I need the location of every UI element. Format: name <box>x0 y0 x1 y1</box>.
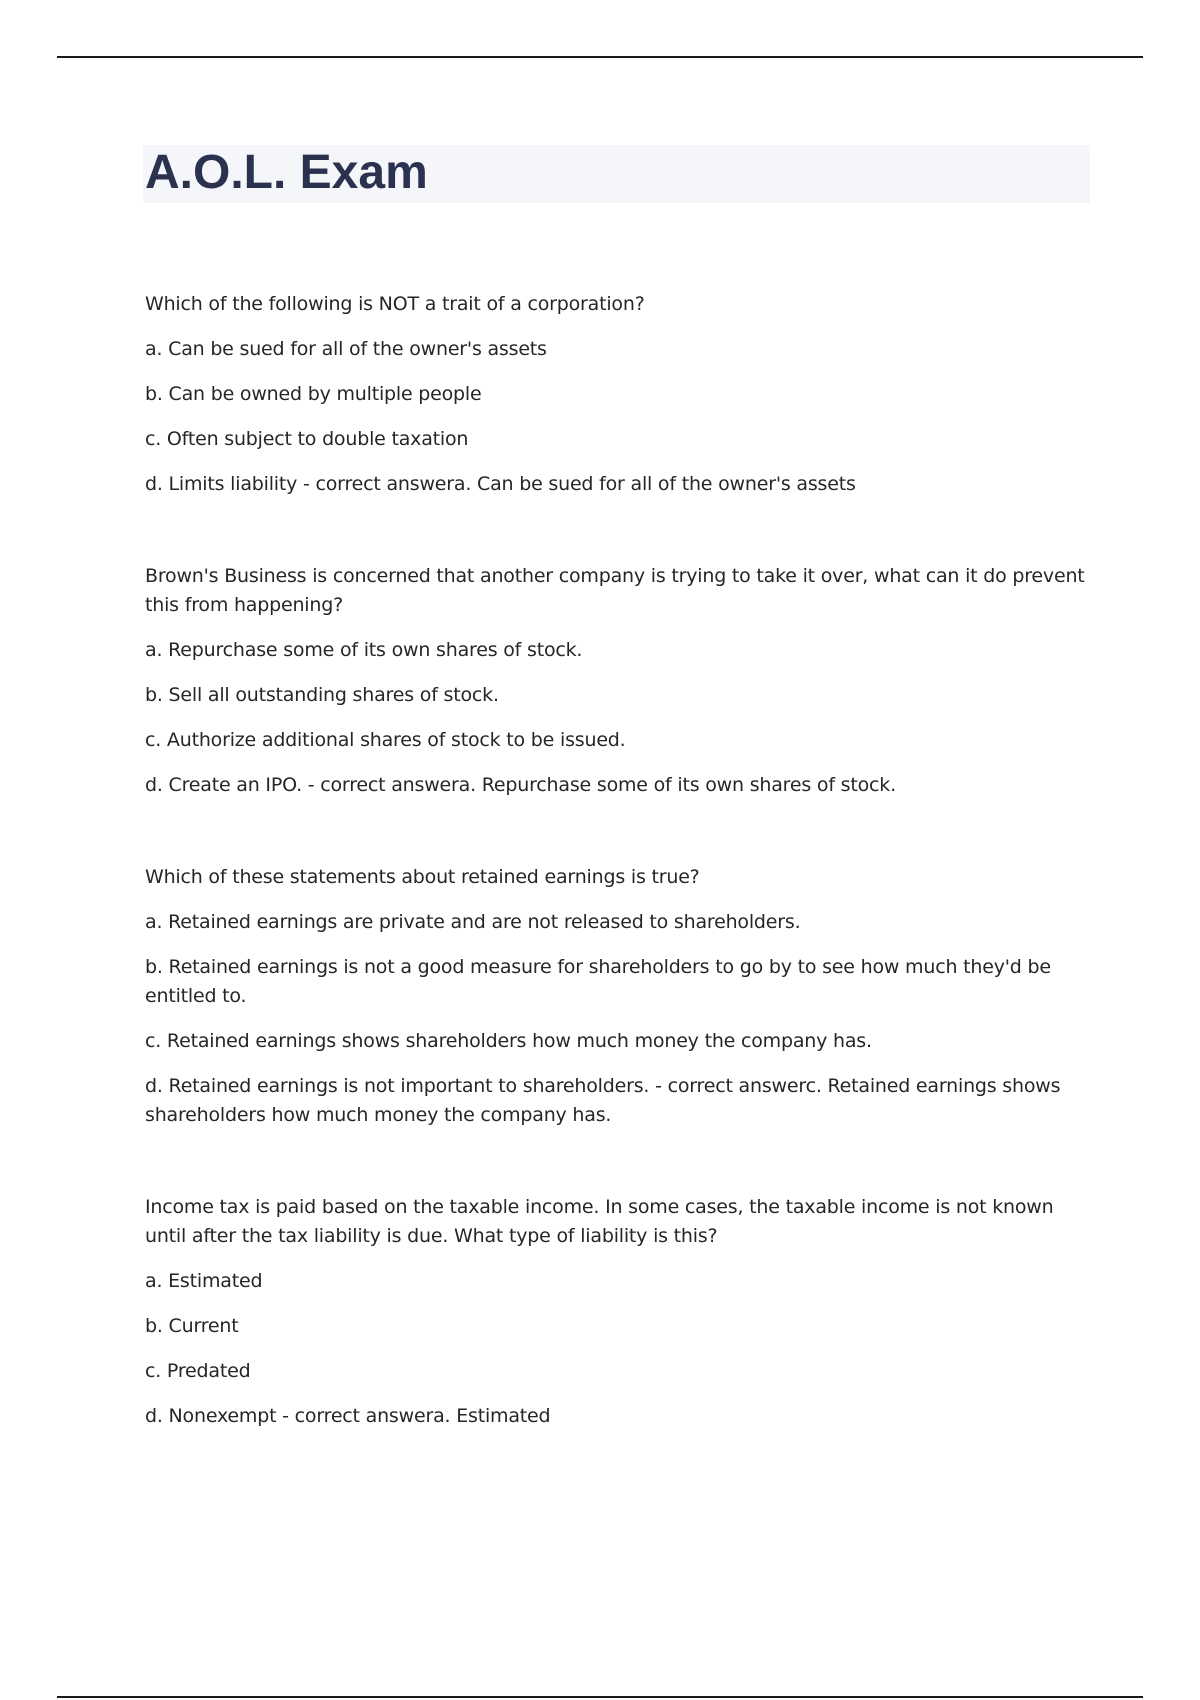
answer-option-d: d. Nonexempt - correct answera. Estimated <box>145 1405 551 1427</box>
page-title: A.O.L. Exam <box>145 146 428 199</box>
answer-option-a: a. Estimated <box>145 1270 263 1292</box>
question-list <box>145 290 1090 1494</box>
answer-option-a: a. Retained earnings are private and are not released to shareholders. <box>145 911 801 933</box>
answer-option-d: d. Create an IPO. - correct answera. Repurchase some of its own shares of stock. <box>145 774 896 796</box>
answer-option-b: b. Can be owned by multiple people <box>145 383 482 405</box>
question-3 <box>145 863 1090 1130</box>
answer-option-c: c. Often subject to double taxation <box>145 428 469 450</box>
answer-option-b: b. Current <box>145 1315 239 1337</box>
answer-option-b: b. Retained earnings is not a good measure for shareholders to go by to see how much they'd be entitled to. <box>145 956 1051 1007</box>
answer-option-d: d. Limits liability - correct answera. Can be sued for all of the owner's assets <box>145 473 856 495</box>
answer-option-c: c. Retained earnings shows shareholders how much money the company has. <box>145 1030 872 1052</box>
answer-option-a: a. Repurchase some of its own shares of stock. <box>145 639 583 661</box>
question-text: Which of these statements about retained earnings is true? <box>145 866 700 888</box>
question-4 <box>145 1193 1090 1431</box>
question-1 <box>145 290 1090 499</box>
question-text: Which of the following is NOT a trait of a corporation? <box>145 293 645 315</box>
question-text: Brown's Business is concerned that another company is trying to take it over, what can it do prevent this from happening? <box>145 565 1085 616</box>
top-rule <box>57 56 1143 58</box>
answer-option-a: a. Can be sued for all of the owner's assets <box>145 338 547 360</box>
bottom-rule <box>57 1696 1143 1698</box>
answer-option-b: b. Sell all outstanding shares of stock. <box>145 684 499 706</box>
question-text: Income tax is paid based on the taxable income. In some cases, the taxable income is not known until after the tax liability is due. What type of liability is this? <box>145 1196 1054 1247</box>
answer-option-c: c. Authorize additional shares of stock to be issued. <box>145 729 626 751</box>
question-2 <box>145 562 1090 800</box>
answer-option-c: c. Predated <box>145 1360 251 1382</box>
answer-option-d: d. Retained earnings is not important to shareholders. - correct answerc. Retained earnings shows shareholders how much money the company has. <box>145 1075 1061 1126</box>
